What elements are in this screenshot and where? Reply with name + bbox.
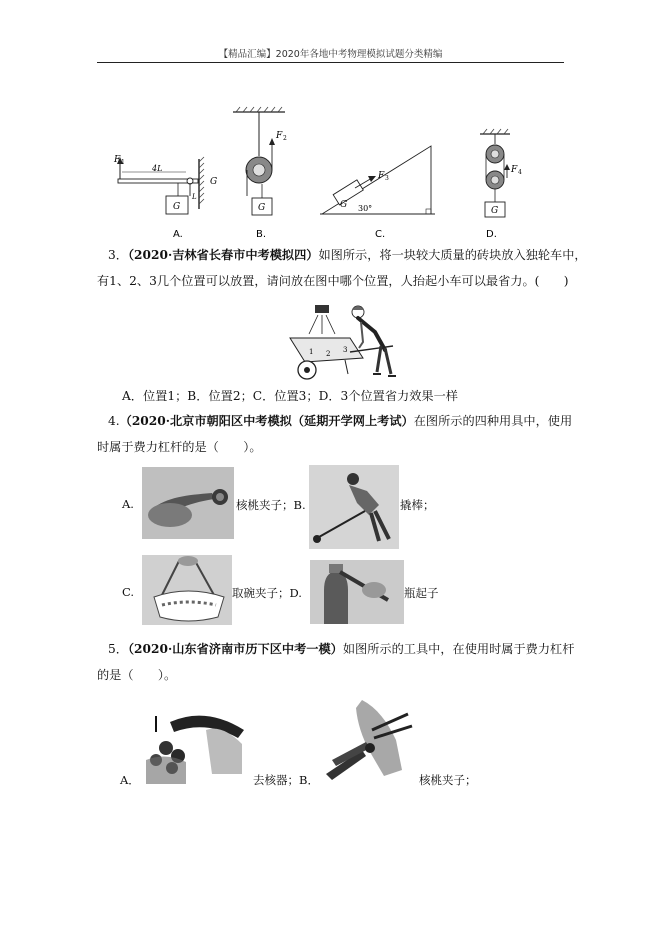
- q4-option-a-text: 核桃夹子；B.: [236, 498, 306, 512]
- brick: [315, 305, 329, 313]
- position-3: 3: [343, 346, 348, 354]
- q3-text-1: 如图所示，将一块较大质量的砖块放入独轮车中，: [318, 248, 587, 262]
- q5-option-b-text: 核桃夹子；: [419, 773, 477, 787]
- header-rule: [97, 62, 564, 63]
- figure-a-lever: [113, 155, 217, 240]
- q3-number: 3．: [108, 248, 128, 262]
- force-label-a: F: [114, 155, 121, 165]
- top-figures: [100, 104, 540, 244]
- q5-text-1: 如图所示的工具中，在使用时属于费力杠杆: [342, 642, 575, 656]
- crowbar-photo: [309, 465, 399, 549]
- q5-option-a-text: 去核器；B．: [253, 773, 319, 787]
- position-1: 1: [309, 348, 314, 356]
- q4-option-b-text: 撬棒；: [400, 498, 435, 512]
- q4-option-a-letter: A.: [122, 497, 134, 511]
- weight-label-b: G: [258, 203, 266, 213]
- force-sub-c: 3: [385, 175, 389, 182]
- bottle-opener-photo: [310, 560, 404, 624]
- q3-source: （2020·吉林省长春市中考模拟四）: [127, 248, 319, 262]
- q5-text-2: 的是（ ）。: [97, 668, 177, 682]
- caption-a: A.: [173, 229, 183, 240]
- q5-source: （2020·山东省济南市历下区中考一模）: [127, 642, 343, 656]
- q4-text-1: 在图所示的四种用具中，使用: [413, 414, 573, 428]
- force-sub-b: 2: [283, 135, 287, 142]
- pitter-photo: [146, 702, 250, 784]
- caption-b: B.: [256, 229, 267, 240]
- position-2: 2: [326, 350, 331, 358]
- q4-text-2: 时属于费力杠杆的是（ ）。: [97, 440, 262, 454]
- weight-label-d: G: [491, 206, 499, 216]
- q5-option-a-letter: A．: [120, 773, 140, 787]
- weight-label-a-right: G: [210, 177, 218, 187]
- q5-number: 5．: [108, 642, 128, 656]
- figure-c-incline: [320, 146, 435, 240]
- q4-number: 4.: [108, 414, 120, 428]
- q3-text-2: 有1、2、3几个位置可以放置，请问放在图中哪个位置，人抬起小车可以最省力。( ): [97, 274, 569, 288]
- weight-label-c: G: [340, 200, 348, 210]
- force-label-c: F: [378, 171, 385, 181]
- arm-label-l: L: [192, 193, 197, 201]
- q5-line1: [108, 638, 574, 660]
- nutcracker-photo-2: [322, 690, 418, 782]
- q4-option-c-text: 取碗夹子；D.: [232, 586, 302, 600]
- force-label-b: F: [276, 131, 283, 141]
- q3-line1: [108, 244, 587, 266]
- q4-option-c-letter: C.: [122, 585, 135, 599]
- bowl-clamp-photo: [142, 555, 232, 625]
- force-sub-a: 1: [121, 159, 125, 166]
- q4-line1: [108, 410, 572, 432]
- weight-label-a: G: [173, 202, 181, 212]
- caption-d: D.: [486, 229, 497, 240]
- force-sub-d: 4: [518, 169, 522, 176]
- figure-d-pulley-block: [480, 129, 522, 240]
- q4-source: （2020·北京市朝阳区中考模拟（延期开学网上考试）: [119, 414, 414, 428]
- caption-c: C.: [375, 229, 386, 240]
- wheelbarrow-figure: [285, 302, 400, 382]
- q4-option-d-text: 瓶起子: [404, 586, 439, 600]
- nutcracker-photo: [142, 467, 234, 539]
- arm-label-4l: 4L: [152, 164, 163, 173]
- q3-options: A．位置1；B．位置2；C．位置3；D．3个位置省力效果一样: [122, 389, 458, 403]
- figure-b-pulley: [233, 107, 287, 240]
- angle-label-c: 30°: [358, 204, 373, 213]
- page-header: 【精品汇编】2020年各地中考物理模拟试题分类精编: [218, 49, 443, 60]
- force-label-d: F: [511, 165, 518, 175]
